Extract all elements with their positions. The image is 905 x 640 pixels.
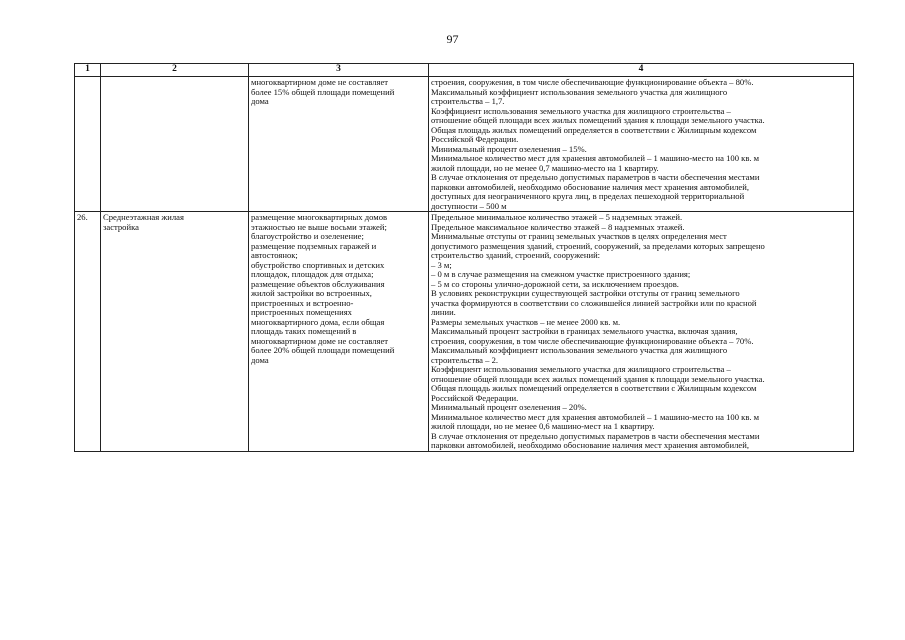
text-line: – 5 м со стороны улично-дорожной сети, за исключением проездов. xyxy=(431,278,679,289)
permitted-uses-cell xyxy=(249,77,429,212)
row-number-cell: 26. xyxy=(75,212,101,452)
permitted-uses-cell xyxy=(249,212,429,452)
text-line: дома xyxy=(251,96,269,106)
parameters-cell xyxy=(429,212,854,452)
text-line: В случае отклонения от предельно допустимых параметров в части обеспечения местами xyxy=(431,430,760,441)
text-line: Размеры земельных участков – не менее 2000 кв. м. xyxy=(431,316,621,327)
row-number-cell xyxy=(75,77,101,212)
text-line: – 3 м; xyxy=(431,259,452,270)
text-line: благоустройство и озеленение; xyxy=(251,231,364,241)
text-line: отношение общей площади всех жилых помещений здания к площади земельного участка. xyxy=(431,115,765,125)
text-line: Максимальный процент застройки в границах земельного участка, включая здания, xyxy=(431,326,738,336)
text-line: площадь таких помещений в xyxy=(251,326,357,336)
text-line: обустройство спортивных и детских xyxy=(251,259,385,270)
parameters-cell xyxy=(429,77,854,212)
table-row xyxy=(75,77,854,212)
text-line: Минимальное количество мест для хранения автомобилей – 1 машино-место на 100 кв. м xyxy=(431,411,760,422)
zoning-table xyxy=(74,63,854,452)
text-line: Минимальное количество мест для хранения автомобилей – 1 машино-место на 100 кв. м xyxy=(431,153,760,163)
text-line: размещение подземных гаражей и xyxy=(251,240,377,251)
text-line: застройка xyxy=(103,221,139,232)
text-line: размещение многоквартирных домов xyxy=(251,212,388,222)
text-line: пристроенных помещениях xyxy=(251,307,352,317)
text-line: строения, сооружения, в том числе обеспечивающие функционирование объекта – 80%. xyxy=(431,77,754,87)
text-line: Максимальный коэффициент использования земельного участка для жилищного xyxy=(431,345,728,355)
header-col-1: 1 xyxy=(75,64,101,77)
text-line: Российской Федерации. xyxy=(431,392,519,403)
text-line: доступности – 500 м xyxy=(431,200,507,211)
text-line: пристроенных и встроенно- xyxy=(251,297,354,308)
text-line: – 0 м в случае размещения на смежном участке пристроенного здания; xyxy=(431,269,691,279)
text-line: многоквартирного дома, если общая xyxy=(251,316,385,327)
text-line: Минимальный процент озеленения – 20%. xyxy=(431,402,587,412)
text-line: многоквартирном доме не составляет xyxy=(251,335,389,346)
text-line: Минимальный процент озеленения – 15%. xyxy=(431,143,587,154)
text-line: Предельное максимальное количество этажей – 8 надземных этажей. xyxy=(431,221,685,232)
text-line: многоквартирном доме не составляет xyxy=(251,77,389,87)
text-line: более 20% общей площади помещений xyxy=(251,345,395,355)
text-line: этажностью не выше восьми этажей; xyxy=(251,221,387,232)
table-header-row xyxy=(75,64,854,77)
header-col-3: 3 xyxy=(249,64,429,77)
text-line: строительство зданий, строений, сооружений: xyxy=(431,250,601,260)
text-line: Общая площадь жилых помещений определяется в соответствии с Жилищным кодексом xyxy=(431,383,757,393)
text-line: Среднеэтажная жилая xyxy=(103,212,184,222)
text-line: автостоянок; xyxy=(251,250,298,260)
use-type-name-cell xyxy=(101,212,249,452)
text-line: парковки автомобилей, необходимо обоснование наличия мест хранения автомобилей, xyxy=(431,181,749,192)
text-line: отношение общей площади всех жилых помещений здания к площади земельного участка. xyxy=(431,373,765,384)
text-line: Минимальные отступы от границ земельных участков в целях определения мест xyxy=(431,231,727,241)
text-line: площадок, площадок для отдыха; xyxy=(251,269,374,279)
text-line: линии. xyxy=(431,307,456,317)
text-line: парковки автомобилей, необходимо обоснование наличия мест хранения автомобилей, xyxy=(431,440,749,450)
text-line: Коэффициент использования земельного участка для жилищного строительства – xyxy=(431,105,731,116)
header-col-4: 4 xyxy=(429,64,854,77)
text-line: Максимальный коэффициент использования земельного участка для жилищного xyxy=(431,86,728,97)
text-line: участка формируются в соответствии со сложившейся линией застройки или по красной xyxy=(431,297,757,308)
text-line: В условиях реконструкции существующей застройки отступы от границ земельного xyxy=(431,288,740,298)
table-row xyxy=(75,212,854,452)
text-line: Российской Федерации. xyxy=(431,134,519,144)
text-line: строительства – 1,7. xyxy=(431,96,505,106)
text-line: Общая площадь жилых помещений определяется в соответствии с Жилищным кодексом xyxy=(431,124,757,135)
text-line: В случае отклонения от предельно допустимых параметров в части обеспечения местами xyxy=(431,172,760,182)
text-line: размещение объектов обслуживания xyxy=(251,278,385,289)
text-line: строения, сооружения, в том числе обеспечивающие функционирование объекта – 70%. xyxy=(431,335,754,346)
text-line: жилой площади, но не менее 0,6 машино-мест на 1 квартиру. xyxy=(431,421,655,431)
text-line: допустимого размещения зданий, строений, сооружений, за пределами которых запрещено xyxy=(431,240,765,251)
text-line: Коэффициент использования земельного участка для жилищного строительства – xyxy=(431,364,731,374)
text-line: доступных для неограниченного круга лиц, в пределах пешеходной территориальной xyxy=(431,191,745,201)
text-line: дома xyxy=(251,354,269,365)
text-line: жилой застройки во встроенных, xyxy=(251,288,372,298)
text-line: более 15% общей площади помещений xyxy=(251,86,395,97)
header-col-2: 2 xyxy=(101,64,249,77)
page-number: 97 xyxy=(446,32,459,46)
text-line: строительства – 2. xyxy=(431,354,499,365)
use-type-name-cell xyxy=(101,77,249,212)
text-line: жилой площади, но не менее 0,7 машино-место на 1 квартиру. xyxy=(431,162,659,173)
text-line: Предельное минимальное количество этажей – 5 надземных этажей. xyxy=(431,212,683,222)
